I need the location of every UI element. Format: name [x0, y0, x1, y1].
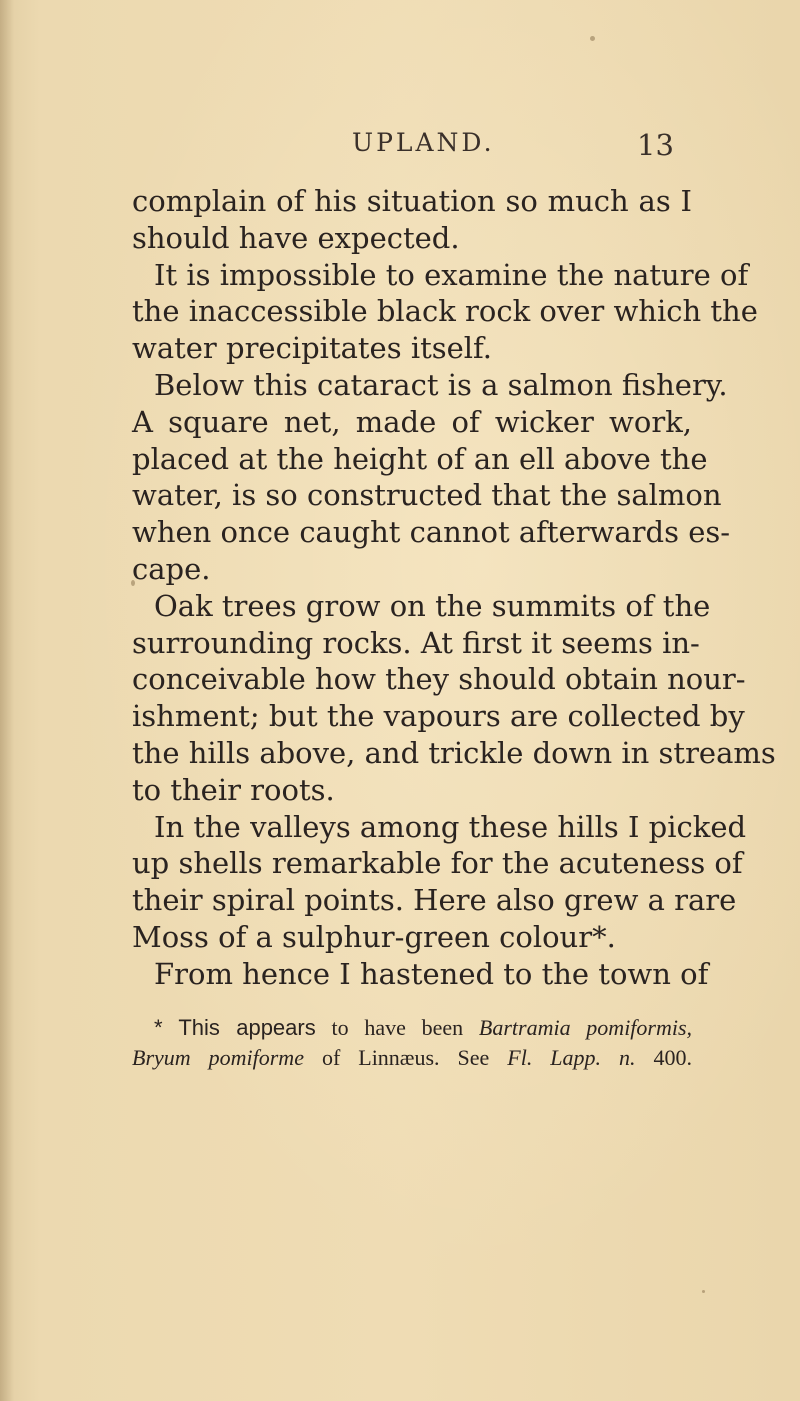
text-line: the hills above, and trickle down in streams: [132, 735, 776, 770]
text-line: In the valleys among these hills I picked: [154, 809, 747, 844]
gutter-shadow: [0, 0, 14, 1401]
text-line: to their roots.: [132, 772, 335, 807]
text-line: surrounding rocks. At first it seems in-: [132, 625, 700, 660]
paper-speck: [131, 580, 135, 586]
paper-speck: [702, 1290, 705, 1293]
footnote-text: to have been: [331, 1015, 464, 1040]
page-header: [0, 128, 800, 168]
text-line: up shells remarkable for the acuteness of: [132, 846, 743, 881]
footnote-line: [132, 1013, 692, 1043]
footnote-line: [132, 1043, 692, 1073]
page-number: 13: [637, 128, 674, 162]
text-line: Moss of a sulphur-green colour*.: [132, 919, 616, 954]
text-line: Below this cataract is a salmon fishery.: [154, 367, 728, 402]
body-text: [132, 183, 776, 993]
text-line: conceivable how they should obtain nour-: [132, 662, 746, 697]
footnote-species: Bartramia pomiformis,: [478, 1015, 693, 1040]
footnote-text: of Linnæus. See: [321, 1045, 490, 1070]
text-line: ishment; but the vapours are collected by: [132, 699, 745, 734]
footnote-text: This appears: [178, 1015, 316, 1040]
text-line: cape.: [132, 551, 211, 586]
footnote-text: 400.: [653, 1045, 693, 1070]
footnote-species: Bryum pomiforme: [132, 1045, 304, 1070]
text-line: their spiral points. Here also grew a rare: [132, 883, 737, 918]
text-line: From hence I hastened to the town of: [154, 956, 709, 991]
text-line: when once caught cannot afterwards es-: [132, 515, 731, 550]
text-line: water precipitates itself.: [132, 331, 492, 366]
text-line: It is impossible to examine the nature of: [154, 257, 749, 292]
text-line: should have expected.: [132, 220, 460, 255]
text-line: water, is so constructed that the salmon: [132, 478, 722, 513]
text-line: complain of his situation so much as I: [132, 184, 692, 218]
text-line: Oak trees grow on the summits of the: [154, 588, 711, 623]
footnote: [132, 1013, 692, 1073]
text-line: the inaccessible black rock over which the: [132, 294, 758, 329]
text-line: A square net, made of wicker work,: [132, 404, 692, 439]
paper-speck: [590, 36, 595, 41]
running-head: UPLAND.: [352, 128, 495, 157]
text-line: placed at the height of an ell above the: [132, 441, 708, 476]
footnote-marker: *: [154, 1015, 163, 1040]
footnote-reference: Fl. Lapp. n.: [507, 1045, 636, 1070]
